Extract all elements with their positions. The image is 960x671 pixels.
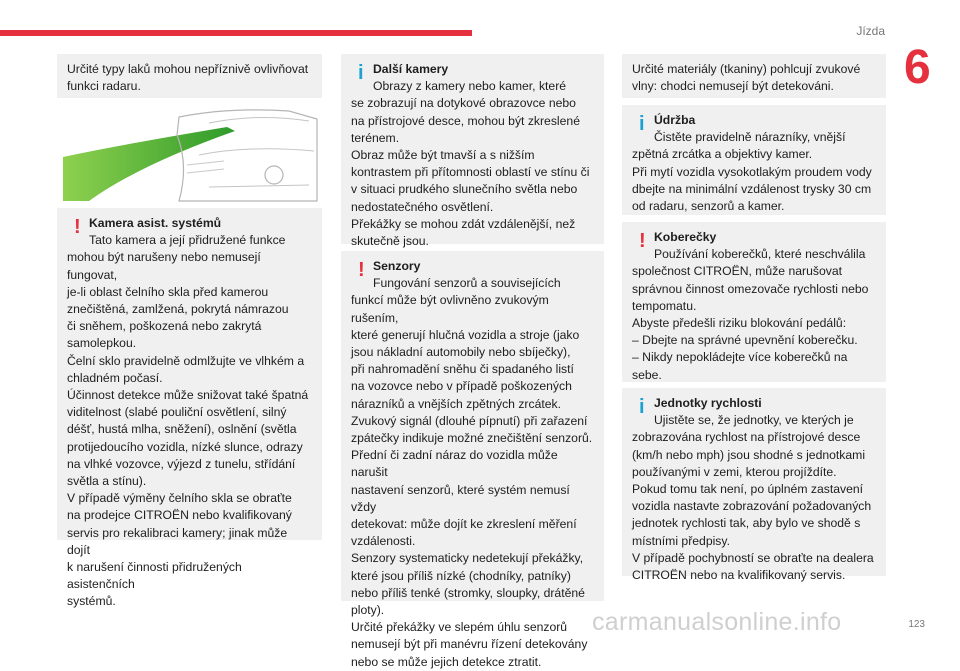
camera-warning-line: protijedoucího vozidla, nízké slunce, odrazy: [67, 439, 303, 454]
sensors-warning-line: které generují hlučná vozidla a stroje (jako: [351, 327, 580, 342]
speed-units-info-box: [622, 388, 886, 583]
camera-warning-line: je-li oblast čelního skla před kamerou: [67, 284, 269, 299]
car-roof-line: [209, 117, 309, 123]
camera-warning-line: či sněhem, poškozená nebo zakrytá: [67, 319, 262, 334]
camera-warning-box: [57, 208, 322, 609]
cameras-info-line: terénem.: [351, 130, 400, 145]
sensors-warning-line: které jsou příliš nízké (chodníky, patníky): [351, 568, 571, 583]
speed-units-info-line: Ujistěte se, že jednotky, ve kterých je: [654, 413, 854, 428]
speed-units-info-line: jednotek rychlosti tak, aby bylo ve shodě s: [632, 516, 861, 531]
mats-warning-line: tempomatu.: [632, 298, 697, 313]
materials-note-box: [622, 54, 886, 98]
speed-units-info-line: používanými v zemi, kterou projíždíte.: [632, 464, 837, 479]
sensors-warning-line: Senzory systematicky nedetekují překážky,: [351, 551, 584, 566]
speed-units-info-line: zobrazována rychlost na přístrojové desce: [632, 430, 861, 445]
sensors-warning-box: [341, 251, 604, 669]
cameras-info-line: v situaci prudkého slunečního světla nebo: [351, 182, 578, 197]
speed-units-info-title: Jednotky rychlosti: [654, 396, 762, 410]
mats-warning-line: správnou činnost omezovače rychlosti nebo: [632, 281, 869, 296]
mats-warning-line: – Dbejte na správné upevnění koberečku.: [632, 333, 858, 348]
speed-units-info-line: vozidla nastavte zobrazování požadovaných: [632, 499, 872, 514]
maintenance-info-box: [622, 105, 886, 215]
camera-warning-line: Čelní sklo pravidelně odmlžujte ve vlhkém a: [67, 353, 305, 368]
camera-warning-line: systémů.: [67, 594, 116, 609]
camera-warning-line: k narušení činnosti přidružených asistenčních: [67, 560, 242, 592]
car-bumper-line: [209, 185, 309, 187]
sensors-warning-line: zpátečky indikuje možné znečištění senzorů.: [351, 431, 593, 446]
camera-warning-line: světla a stínu).: [67, 474, 147, 489]
maintenance-info-line: dbejte na minimální vzdálenost trysky 30 cm: [632, 181, 872, 196]
chapter-number: 6: [904, 41, 931, 94]
sensors-warning-line: Fungování senzorů a souvisejících: [373, 276, 561, 291]
camera-warning-title: Kamera asist. systémů: [89, 216, 222, 230]
cameras-info-line: Překážky se mohou zdát vzdálenější, než: [351, 216, 576, 231]
watermark: carmanualsonline.info: [592, 608, 842, 636]
maintenance-info-line: zpětná zrcátka a objektivy kamer.: [632, 147, 813, 162]
cameras-info-line: se zobrazují na dotykové obrazovce nebo: [351, 96, 576, 111]
cameras-info-line: na přístrojové desce, mohou být zkreslené: [351, 113, 580, 128]
mats-warning-line: – Nikdy nepokládejte více koberečků na: [632, 350, 848, 365]
mats-warning-title: Koberečky: [654, 230, 717, 244]
cameras-info-line: Obrazy z kamery nebo kamer, které: [373, 79, 567, 94]
sensors-warning-line: jsou nákladní automobily nebo sbíječky),: [351, 345, 571, 360]
paint-note-text: Určité typy laků mohou nepříznivě ovlivňovat funkci radaru.: [67, 62, 309, 94]
sensors-warning-line: na vozovce nebo v případě poškozených: [351, 379, 572, 394]
car-emblem: [265, 166, 283, 184]
sensors-warning-line: nárazníků a vnějších zpětných zrcátek.: [351, 396, 562, 411]
info-icon: i: [358, 62, 364, 84]
maintenance-info-line: Čistěte pravidelně nárazníky, vnější: [654, 130, 846, 145]
camera-warning-line: servis pro rekalibraci kamery; jinak může dojít: [67, 525, 288, 557]
speed-units-info-line: (km/h nebo mph) jsou shodné s jednotkami: [632, 447, 866, 462]
sensors-warning-title: Senzory: [373, 259, 421, 273]
radar-beam-shape: [63, 127, 235, 201]
sensors-warning-line: ploty).: [351, 603, 385, 618]
cameras-info-line: Obraz může být tmavší a s nižším: [351, 148, 535, 163]
warning-icon: !: [639, 230, 646, 252]
sensors-warning-line: Přední či zadní náraz do vozidla může narušit: [351, 448, 558, 480]
camera-warning-line: samolepkou.: [67, 336, 137, 351]
camera-warning-line: chladném počasí.: [67, 370, 163, 385]
warning-icon: !: [358, 259, 365, 281]
sensors-warning-line: nastavení senzorů, které systém nemusí vždy: [351, 482, 570, 514]
camera-warning-line: Účinnost detekce může snižovat také špatná: [67, 388, 309, 403]
speed-units-info-line: CITROËN nebo na kvalifikovaný servis.: [632, 568, 846, 583]
camera-warning-line: na prodejce CITROËN nebo kvalifikovaný: [67, 508, 292, 523]
maintenance-info-title: Údržba: [654, 113, 696, 127]
materials-note-text: Určité materiály (tkaniny) pohlcují zvukové vlny: chodci nemusejí být detekováni.: [632, 62, 861, 94]
sensors-warning-line: nebo příliš tenké (stromky, sloupky, drátěné: [351, 585, 585, 600]
section-title: Jízda: [856, 24, 885, 38]
cameras-info-box: [341, 54, 604, 249]
info-icon: i: [639, 396, 645, 418]
camera-warning-line: déšť, hustá mlha, sněžení), oslnění (světla: [67, 422, 297, 437]
speed-units-info-line: místními předpisy.: [632, 533, 730, 548]
camera-warning-line: znečištěná, zamlžená, pokrytá námrazou: [67, 302, 289, 317]
sensors-warning-line: nebo se může jejich detekce ztratit.: [351, 654, 542, 669]
warning-icon: !: [74, 216, 81, 238]
mats-warning-line: společnost CITROËN, může narušovat: [632, 264, 842, 279]
camera-warning-line: na vlhké vozovce, výjezd z tunelu, střídání: [67, 456, 296, 471]
cameras-info-title: Další kamery: [373, 62, 449, 76]
mats-warning-line: Používání koberečků, které neschválila: [654, 247, 866, 262]
header-accent-bar: [0, 30, 472, 36]
mats-warning-line: Abyste předešli riziku blokování pedálů:: [632, 316, 847, 331]
cameras-info-line: kontrastem při přítomnosti oblastí ve stínu či: [351, 165, 590, 180]
sensors-warning-line: vzdálenosti.: [351, 534, 416, 549]
page-number: 123: [908, 619, 925, 630]
maintenance-info-line: od radaru, senzorů a kamer.: [632, 199, 785, 214]
sensors-warning-line: funkcí může být ovlivněno zvukovým rušením,: [351, 293, 549, 325]
cameras-info-line: skutečně jsou.: [351, 234, 429, 249]
speed-units-info-line: V případě pochybností se obraťte na dealera: [632, 550, 874, 565]
car-outline: [177, 110, 317, 201]
camera-warning-line: mohou být narušeny nebo nemusejí fungovat,: [67, 250, 261, 282]
sensors-warning-line: Zvukový signál (dlouhé pípnutí) při zařazení: [351, 413, 588, 428]
car-hood-line: [199, 149, 314, 155]
speed-units-info-line: Pokud tomu tak není, po úplném zastavení: [632, 482, 864, 497]
camera-warning-line: V případě výměny čelního skla se obraťte: [67, 491, 292, 506]
sensors-warning-line: při nahromadění sněhu či spadaného listí: [351, 362, 574, 377]
mats-warning-line: sebe.: [632, 367, 662, 382]
sensors-warning-line: nemusejí být při manévru řízení detekovány: [351, 637, 588, 652]
info-icon: i: [639, 113, 645, 135]
camera-warning-line: viditelnost (slabé pouliční osvětlení, silný: [67, 405, 287, 420]
radar-car-illustration: [59, 105, 321, 203]
camera-warning-line: Tato kamera a její přidružené funkce: [89, 233, 286, 248]
car-headlight-lines: [187, 161, 224, 173]
maintenance-info-line: Při mytí vozidla vysokotlakým proudem vody: [632, 164, 872, 179]
paint-note-box: [57, 54, 322, 98]
cameras-info-line: nedostatečného osvětlení.: [351, 199, 494, 214]
sensors-warning-line: detekovat: může dojít ke zkreslení měření: [351, 517, 577, 532]
mats-warning-box: [622, 222, 886, 382]
sensors-warning-line: Určité překážky ve slepém úhlu senzorů: [351, 620, 568, 635]
